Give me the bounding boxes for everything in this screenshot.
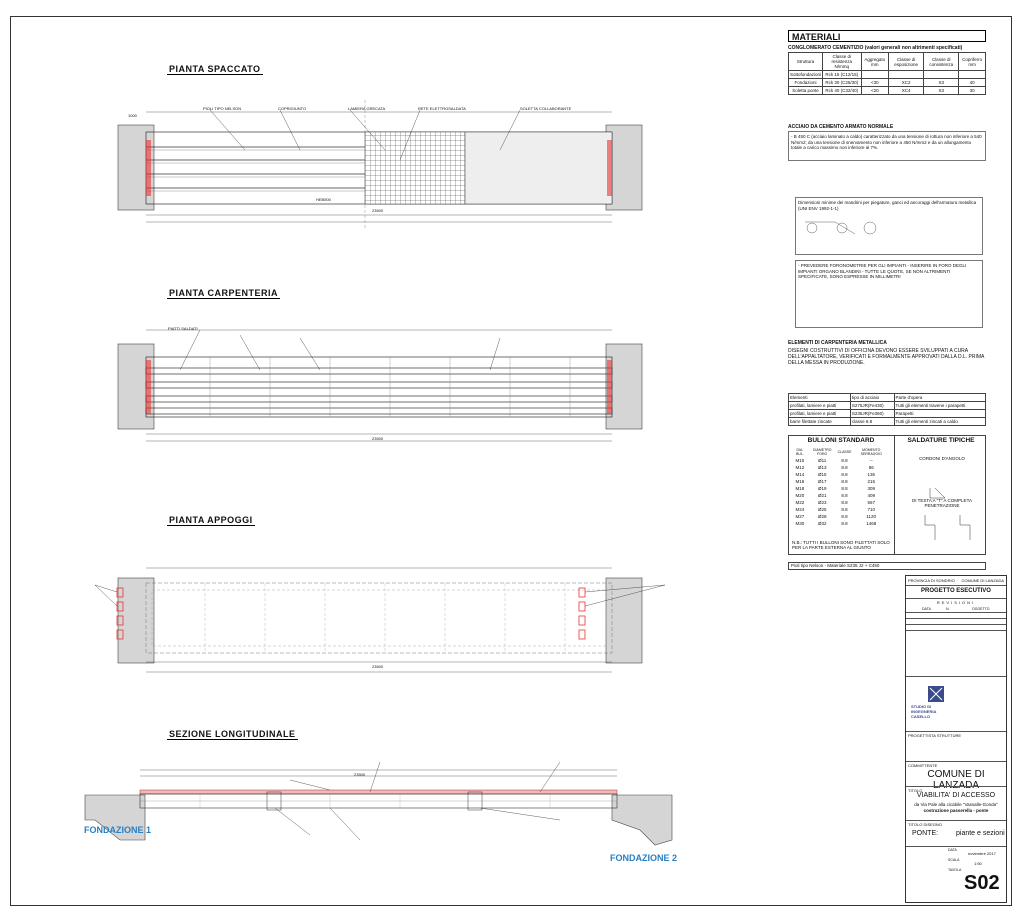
table-cell: Rck 30 (C25/30) xyxy=(823,79,862,87)
table-cell: Ø17 xyxy=(817,479,827,484)
table-cell: 8.8 xyxy=(841,486,848,491)
table-cell: Ø25 xyxy=(817,507,827,512)
revisions-label: REVISIONI xyxy=(936,600,976,605)
plan-supports-view xyxy=(95,568,665,672)
phase: PROGETTO ESECUTIVO xyxy=(921,588,991,594)
table-cell: 30 xyxy=(959,87,986,95)
date: novembre 2017 xyxy=(968,851,996,856)
welds-fillet: CORDONI D'ANGOLO xyxy=(919,456,965,461)
table-cell: Fondazioni xyxy=(789,79,823,87)
table-cell: Ø28 xyxy=(817,514,827,519)
table-cell: Ø23 xyxy=(817,500,827,505)
label-piatti: PIATTI SALDATI xyxy=(168,326,198,331)
bolts-header: MOMENTO SERRAGGIO xyxy=(860,448,882,456)
table-row xyxy=(789,418,986,426)
dim-span-3: 23500 xyxy=(372,664,384,669)
table-cell: M16 xyxy=(795,479,805,484)
table-cell: 567 xyxy=(867,500,875,505)
scale: 1:50 xyxy=(974,861,982,866)
rev-header: N. xyxy=(946,607,950,611)
nelson-note: Pioli tipo Nelson - Materiale S235 J2 + C450 xyxy=(788,562,986,570)
steel-title: ACCIAIO DA CEMENTO ARMATO NORMALE xyxy=(788,124,894,130)
label-lamiera: LAMIERA GRECATA xyxy=(348,106,386,111)
table-cell: <30 xyxy=(861,79,888,87)
section-view xyxy=(85,762,672,845)
table-cell: Rck 15 (C12/15) xyxy=(823,71,862,79)
rev-header: OGGETTO xyxy=(972,607,990,611)
table-cell: M24 xyxy=(795,507,805,512)
bolts-title: BULLONI STANDARD xyxy=(807,437,875,444)
date-label: DATA xyxy=(948,848,957,852)
table-row xyxy=(792,478,890,485)
table-row xyxy=(792,464,890,471)
plan-formwork-view xyxy=(118,330,642,441)
structures-label: PROGETTISTA STRUTTURE xyxy=(908,733,962,738)
divider xyxy=(894,436,895,554)
table-cell: 8.8 xyxy=(841,514,848,519)
table-cell xyxy=(889,71,924,79)
table-cell xyxy=(959,71,986,79)
table-row xyxy=(792,485,890,492)
table-cell: S3 xyxy=(924,87,959,95)
table-row xyxy=(792,471,890,478)
table-row xyxy=(792,499,890,506)
table-cell: 215 xyxy=(867,479,875,484)
table-cell: 8.8 xyxy=(841,507,848,512)
dim-side-1: 1000 xyxy=(128,113,137,118)
table-cell: 8.8 xyxy=(841,500,848,505)
table-cell: XC4 xyxy=(889,87,924,95)
table-cell: M18 xyxy=(795,486,805,491)
label-pioli: PIOLI TIPO NELSON xyxy=(203,106,242,111)
table-cell: 8.8 xyxy=(841,479,848,484)
concrete-header: Classe di esposizione xyxy=(889,53,924,71)
title-main: VIABILITA' DI ACCESSO xyxy=(916,792,996,799)
table-cell: M12 xyxy=(795,465,805,470)
rebar-detail-caption: Dimensioni minime dei mandrini per piegature, ganci ed ancoraggi dell'armatura metallica (UNI ENV 1992-1-1) xyxy=(798,200,977,211)
title-label: TITOLO xyxy=(908,788,923,793)
steel-text: - B 450 C (acciaio laminato a caldo) caratterizzato da una tensione di rottura non inferiore a 540 N/mm2; da una tensione di snervamento non inferiore a 450 N/mm2 e da un allungamento totale a carico massimo non inferiore al 7%. xyxy=(788,131,986,161)
foundation-1-label: FONDAZIONE 1 xyxy=(84,825,152,835)
committente-label: COMMITTENTE xyxy=(908,763,938,768)
welds-title: SALDATURE TIPICHE xyxy=(907,437,975,444)
title-sub: da Via Pale alla cicabile "Vassalle-Gonda" xyxy=(914,802,998,807)
bolts-header: CLASSE xyxy=(837,450,852,454)
table-cell: Ø15 xyxy=(817,472,827,477)
table-cell: 1120 xyxy=(866,514,877,519)
table-cell: Parapetti xyxy=(894,410,985,418)
table-cell: Rck 40 (C32/40) xyxy=(823,87,862,95)
table-cell: S3 xyxy=(924,79,959,87)
table-cell: 710 xyxy=(867,507,875,512)
table-cell: 409 xyxy=(867,493,875,498)
notes-list: - PREVEDERE FORONOMETRIE PER GLI IMPIANTI - INSERIRE IN FORO DEGLI IMPIANTI ORGANO BLANDINI - TUTTE LE QUOTE, SE NON ALTRIMENTI SPECIFICATE, SONO ESPRESSE IN MILLIMETRI xyxy=(798,263,967,279)
table-cell: barre filettate zincate xyxy=(789,418,851,426)
table-row xyxy=(789,79,986,87)
concrete-header: Struttura xyxy=(789,53,823,71)
table-cell: 8.8 xyxy=(841,465,848,470)
table-cell: M14 xyxy=(795,472,805,477)
concrete-header: Classe di consistenza xyxy=(924,53,959,71)
concrete-table xyxy=(788,52,986,95)
dim-span-4: 23500 xyxy=(354,772,366,777)
table-row xyxy=(789,410,986,418)
view-title-plan-cut: PIANTA SPACCATO xyxy=(169,64,261,74)
bolts-welds-box xyxy=(788,435,986,555)
table-cell: M10 xyxy=(795,458,805,463)
view-title-plan-supports: PIANTA APPOGGI xyxy=(169,515,253,525)
bolts-header: DIA. BUL. xyxy=(796,448,804,456)
committente-name: COMUNE DI LANZADA xyxy=(927,769,985,791)
table-cell: 1468 xyxy=(866,521,877,526)
table-cell: 136 xyxy=(867,472,875,477)
table-cell: <20 xyxy=(861,87,888,95)
table-row xyxy=(792,492,890,499)
table-cell: 8.8 xyxy=(841,458,848,463)
view-title-plan-formwork: PIANTA CARPENTERIA xyxy=(169,288,279,298)
table-cell: 40 xyxy=(959,79,986,87)
title-sub2: costruzione passerella - ponte xyxy=(923,808,989,813)
dim-span-1: 23500 xyxy=(372,208,384,213)
drawing-sub: piante e sezioni xyxy=(956,830,1005,837)
metal-header: Elementi xyxy=(789,394,851,402)
table-cell: Tutti gli elementi zincati a caldo xyxy=(894,418,985,426)
table-cell: 8.8 xyxy=(841,472,848,477)
table-row xyxy=(789,87,986,95)
notes-box xyxy=(795,260,983,328)
table-row xyxy=(792,520,890,527)
metal-table xyxy=(788,393,986,426)
view-title-section: SEZIONE LONGITUDINALE xyxy=(169,729,296,739)
sheet-label: TAVOLA xyxy=(948,868,962,872)
province: PROVINCIA DI SONDRIO xyxy=(908,578,955,583)
table-cell: XC2 xyxy=(889,79,924,87)
concrete-header: Aggregato mm xyxy=(861,53,888,71)
table-row xyxy=(792,513,890,520)
table-cell: M20 xyxy=(795,493,805,498)
table-cell: S275JR(Fe430) xyxy=(850,402,894,410)
materials-title: MATERIALI xyxy=(788,30,986,42)
table-cell: profilati, lamiere e piatti xyxy=(789,402,851,410)
dim-span-2: 23500 xyxy=(372,436,384,441)
studio-name: STUDIO DI INGEGNERIA CASELLO xyxy=(911,704,937,719)
title-block xyxy=(905,575,1007,903)
label-soletta: SOLETTA COLLABORANTE xyxy=(520,106,572,111)
table-cell: S235JR(Fe360) xyxy=(850,410,894,418)
table-cell: classe 8.8 xyxy=(850,418,894,426)
table-row xyxy=(789,402,986,410)
table-cell: Ø13 xyxy=(817,465,827,470)
table-cell: Soletta ponte xyxy=(789,87,823,95)
drawing-label: TITOLO DISEGNO xyxy=(908,822,942,827)
table-row xyxy=(792,457,890,464)
table-cell: Sottofondazioni xyxy=(790,72,822,77)
concrete-header: Classe di resistenza N/mmq xyxy=(823,53,862,71)
table-cell: 309 xyxy=(867,486,875,491)
table-cell: 8.8 xyxy=(841,493,848,498)
table-cell: M22 xyxy=(795,500,805,505)
rev-header: DATA xyxy=(922,607,931,611)
drawing-title: PONTE: xyxy=(912,830,939,837)
table-cell xyxy=(924,71,959,79)
label-rete: RETE ELETTROSALDATA xyxy=(418,106,466,111)
table-cell: Ø19 xyxy=(817,486,827,491)
table-cell xyxy=(861,71,888,79)
table-cell: Tutti gli elementi travene i parapetti xyxy=(894,402,985,410)
table-cell: 86 xyxy=(868,465,874,470)
metal-header: tipo di acciaio xyxy=(850,394,894,402)
scale-label: SCALA xyxy=(948,858,960,862)
table-cell: 8.8 xyxy=(841,521,848,526)
table-row xyxy=(789,71,986,79)
table-cell: M27 xyxy=(795,514,805,519)
bolts-header: DIAMETRO FORO xyxy=(812,448,832,456)
label-heb: HEB500 xyxy=(316,197,331,202)
rebar-detail-box xyxy=(795,197,983,255)
label-coprigiunto: COPRIGIUNTO xyxy=(278,106,307,111)
table-cell: Ø32 xyxy=(817,521,827,526)
welds-butt: DI TESTA A "T" A COMPLETA PENETRAZIONE xyxy=(912,498,972,508)
comune-small: COMUNE DI LANZADA xyxy=(961,578,1004,583)
table-cell: profilati, lamiere e piatti xyxy=(789,410,851,418)
concrete-header: Copriferro mm xyxy=(959,53,986,71)
foundation-2-label: FONDAZIONE 2 xyxy=(610,853,678,863)
table-cell: Ø11 xyxy=(818,458,827,463)
bolts-note: N.B.: TUTTI I BULLONI SONO FILETTATI SOLO PER LA PARTE ESTERNA AL GIUNTO xyxy=(792,540,890,550)
table-cell: M30 xyxy=(795,521,805,526)
metal-text: DISEGNI COSTRUTTIVI DI OFFICINA DEVONO ESSERE SVILUPPATI A CURA DELL'APPALTATORE, VERIFICATI E FORMALMENTE APPROVATI DALLA D.L. PRIMA DELLA MESSA IN PRODUZIONE. xyxy=(788,348,985,366)
concrete-title: CONGLOMERATO CEMENTIZIO (valori generali non altrimenti specificati) xyxy=(788,45,963,51)
sheet-number: S02 xyxy=(964,872,1000,894)
metal-header: Parte d'opera xyxy=(894,394,985,402)
bolts-table xyxy=(792,447,890,527)
table-cell: Ø21 xyxy=(817,493,827,498)
metal-title: ELEMENTI DI CARPENTERIA METALLICA xyxy=(788,340,887,346)
table-row xyxy=(792,506,890,513)
table-cell: -- xyxy=(869,458,873,463)
